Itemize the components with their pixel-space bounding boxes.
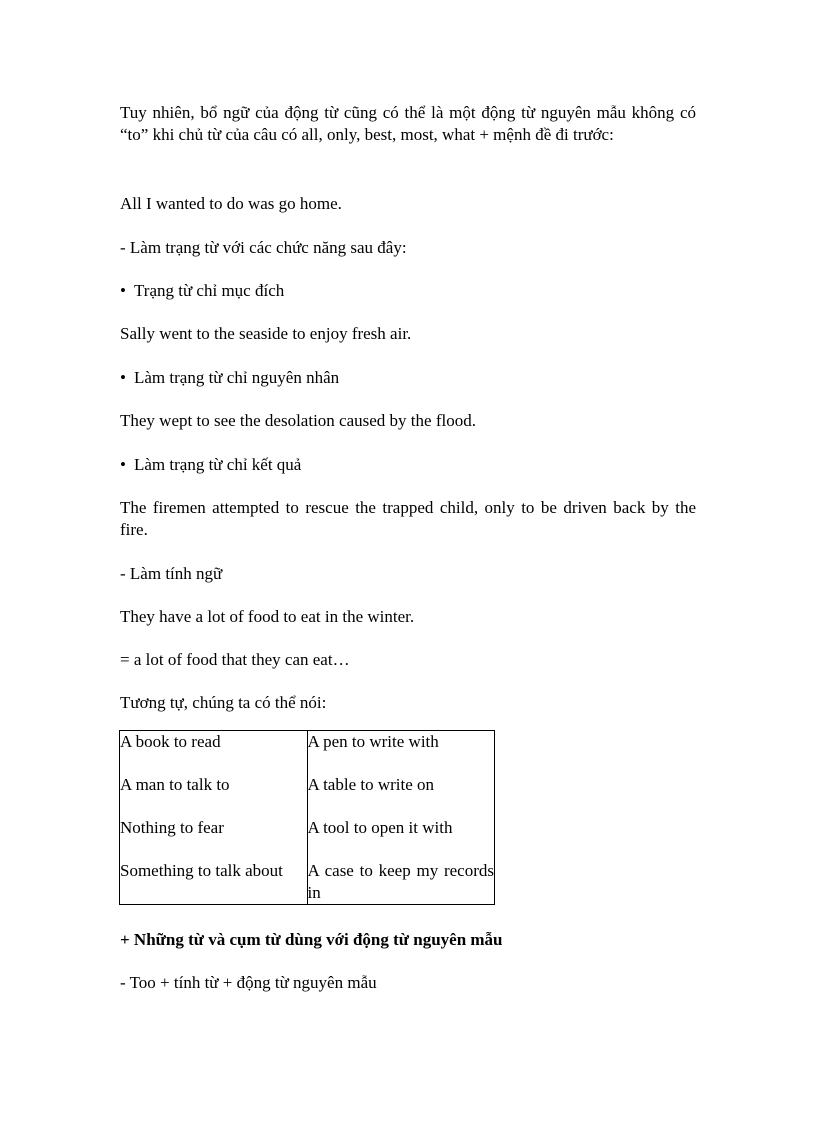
paragraph-adverb-functions: - Làm trạng từ với các chức năng sau đây: [120, 238, 407, 257]
section-heading-infinitive-phrases: + Những từ và cụm từ dùng với động từ nguyên mẫu [120, 930, 503, 949]
table-cell: A case to keep my records in [307, 861, 494, 902]
example-sentence-firemen: The firemen attempted to rescue the trapped child, only to be driven back by the fire. [120, 498, 696, 539]
bullet-item-result [120, 454, 696, 476]
bullet-icon: • [120, 368, 126, 387]
table-cell: A book to read [120, 732, 221, 751]
paragraph-too-adjective: - Too + tính từ + động từ nguyên mẫu [120, 973, 377, 992]
bullet-icon: • [120, 281, 126, 300]
example-sentence-seaside: Sally went to the seaside to enjoy fresh air. [120, 324, 412, 343]
examples-table [119, 730, 495, 905]
table-cell: A tool to open it with [307, 818, 453, 837]
bullet-text: Làm trạng từ chỉ nguyên nhân [134, 368, 340, 387]
table-cell: Something to talk about [120, 861, 283, 880]
example-sentence-flood: They wept to see the desolation caused by the flood. [120, 411, 476, 430]
bullet-text: Làm trạng từ chỉ kết quả [134, 455, 302, 474]
example-sentence-go-home: All I wanted to do was go home. [120, 194, 342, 213]
table-cell: A table to write on [307, 775, 435, 794]
bullet-icon: • [120, 455, 126, 474]
bullet-item-purpose [120, 280, 696, 302]
table-cell: Nothing to fear [120, 818, 224, 837]
example-sentence-food: They have a lot of food to eat in the winter. [120, 607, 415, 626]
paragraph-adjective-use: - Làm tính ngữ [120, 564, 223, 583]
bullet-item-cause [120, 367, 696, 389]
table-column-right [307, 731, 495, 905]
table-column-left [120, 731, 308, 905]
bullet-text: Trạng từ chỉ mục đích [134, 281, 285, 300]
paragraph-bare-infinitive-note: Tuy nhiên, bổ ngữ của động từ cũng có thể là một động từ nguyên mẫu không có “to” khi chủ từ của câu có all, only, best, most, what + mệnh đề đi trước: [120, 103, 696, 144]
table-cell: A pen to write with [307, 732, 439, 751]
paraphrase-food: = a lot of food that they can eat… [120, 650, 350, 669]
table-row [120, 731, 495, 905]
table-cell: A man to talk to [120, 775, 230, 794]
paragraph-similarly: Tương tự, chúng ta có thể nói: [120, 693, 327, 712]
